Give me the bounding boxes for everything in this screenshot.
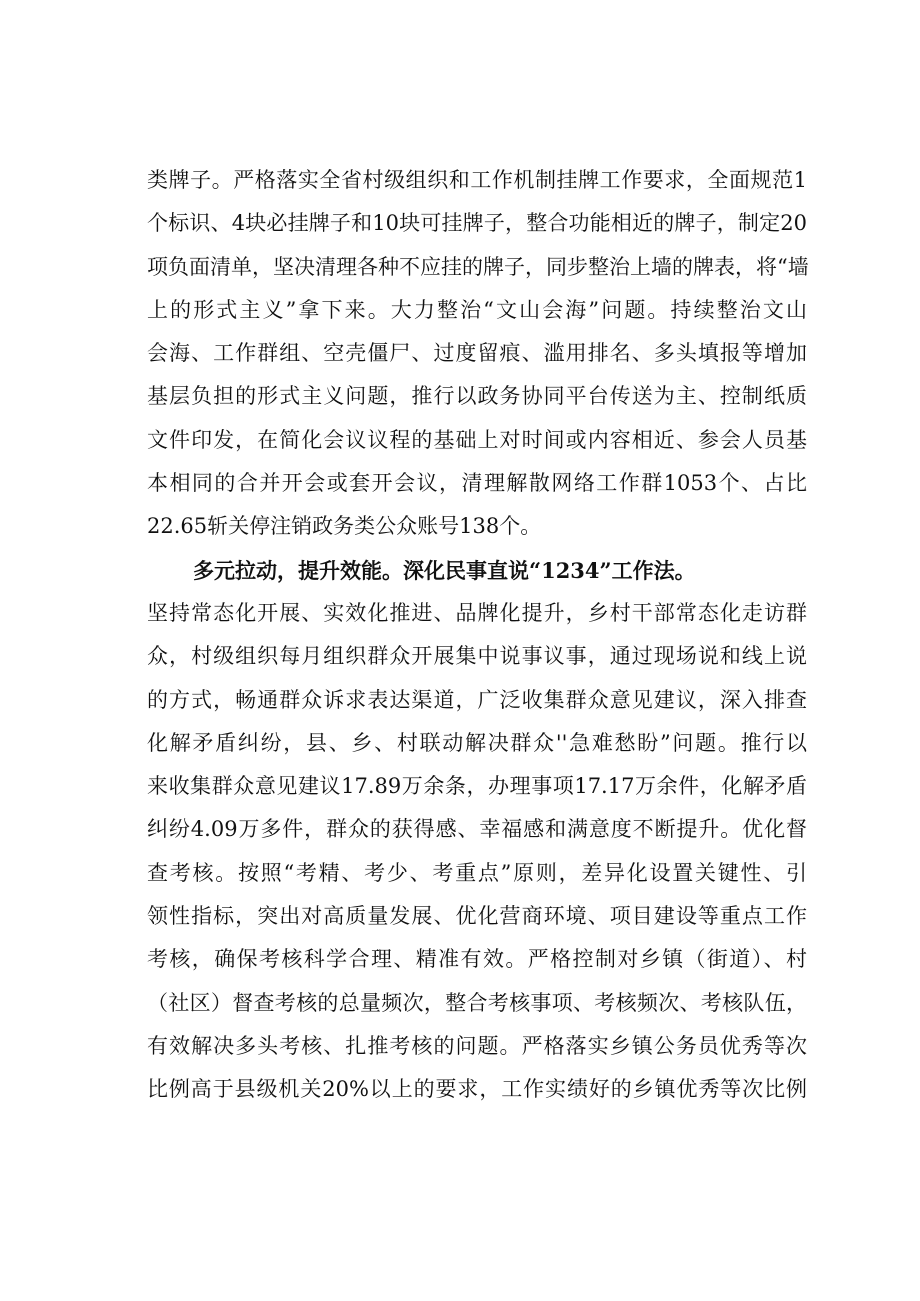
- section-heading: 多元拉动，提升效能。深化民事直说“1234”工作法。: [193, 557, 696, 583]
- text-line: 领性指标，突出对高质量发展、优化营商环境、项目建设等重点工作: [147, 904, 807, 929]
- body-text: [147, 159, 807, 1112]
- text-line: 的方式，畅通群众诉求表达渠道，广泛收集群众意见建议，深入排查: [147, 687, 807, 712]
- text-line: 来收集群众意见建议17.89万余条，办理事项17.17万余件，化解矛盾: [147, 774, 807, 799]
- text-line: 上的形式主义”拿下来。大力整治“文山会海”问题。持续整治文山: [147, 297, 807, 322]
- text-line: 坚持常态化开展、实效化推进、品牌化提升，乡村干部常态化走访群: [147, 600, 807, 625]
- text-line: 查考核。按照“考精、考少、考重点”原则，差异化设置关键性、引: [147, 860, 807, 885]
- text-line: 个标识、4块必挂牌子和10块可挂牌子，整合功能相近的牌子，制定20: [147, 211, 807, 236]
- text-line: 考核，确保考核科学合理、精准有效。严格控制对乡镇（街道）、村: [147, 947, 807, 972]
- text-line: 纠纷4.09万多件，群众的获得感、幸福感和满意度不断提升。优化督: [147, 817, 807, 842]
- text-line: （社区）督查考核的总量频次，整合考核事项、考核频次、考核队伍，: [147, 990, 807, 1015]
- text-line: 化解矛盾纠纷，县、乡、村联动解决群众''急难愁盼”问题。推行以: [147, 730, 807, 755]
- text-line: 类牌子。严格落实全省村级组织和工作机制挂牌工作要求，全面规范1: [147, 168, 807, 192]
- text-line: 众，村级组织每月组织群众开展集中说事议事，通过现场说和线上说: [147, 644, 807, 669]
- text-line: 项负面清单，坚决清理各种不应挂的牌子，同步整治上墙的牌表，将“墙: [147, 254, 809, 279]
- text-line: 文件印发，在简化会议议程的基础上对时间或内容相近、参会人员基: [147, 427, 807, 452]
- text-line: 比例高于县级机关20%以上的要求，工作实绩好的乡镇优秀等次比例: [147, 1077, 807, 1102]
- text-line: 本相同的合并开会或套开会议，清理解散网络工作群1053个、占比: [147, 471, 807, 496]
- text-line: 基层负担的形式主义问题，推行以政务协同平台传送为主、控制纸质: [147, 384, 807, 409]
- text-line: 有效解决多头考核、扎推考核的问题。严格落实乡镇公务员优秀等次: [147, 1033, 807, 1058]
- text-line: 会海、工作群组、空壳僵尸、过度留痕、滥用排名、多头填报等增加: [147, 341, 807, 366]
- text-line: 22.65斩关停注销政务类公众账号138个。: [147, 514, 542, 539]
